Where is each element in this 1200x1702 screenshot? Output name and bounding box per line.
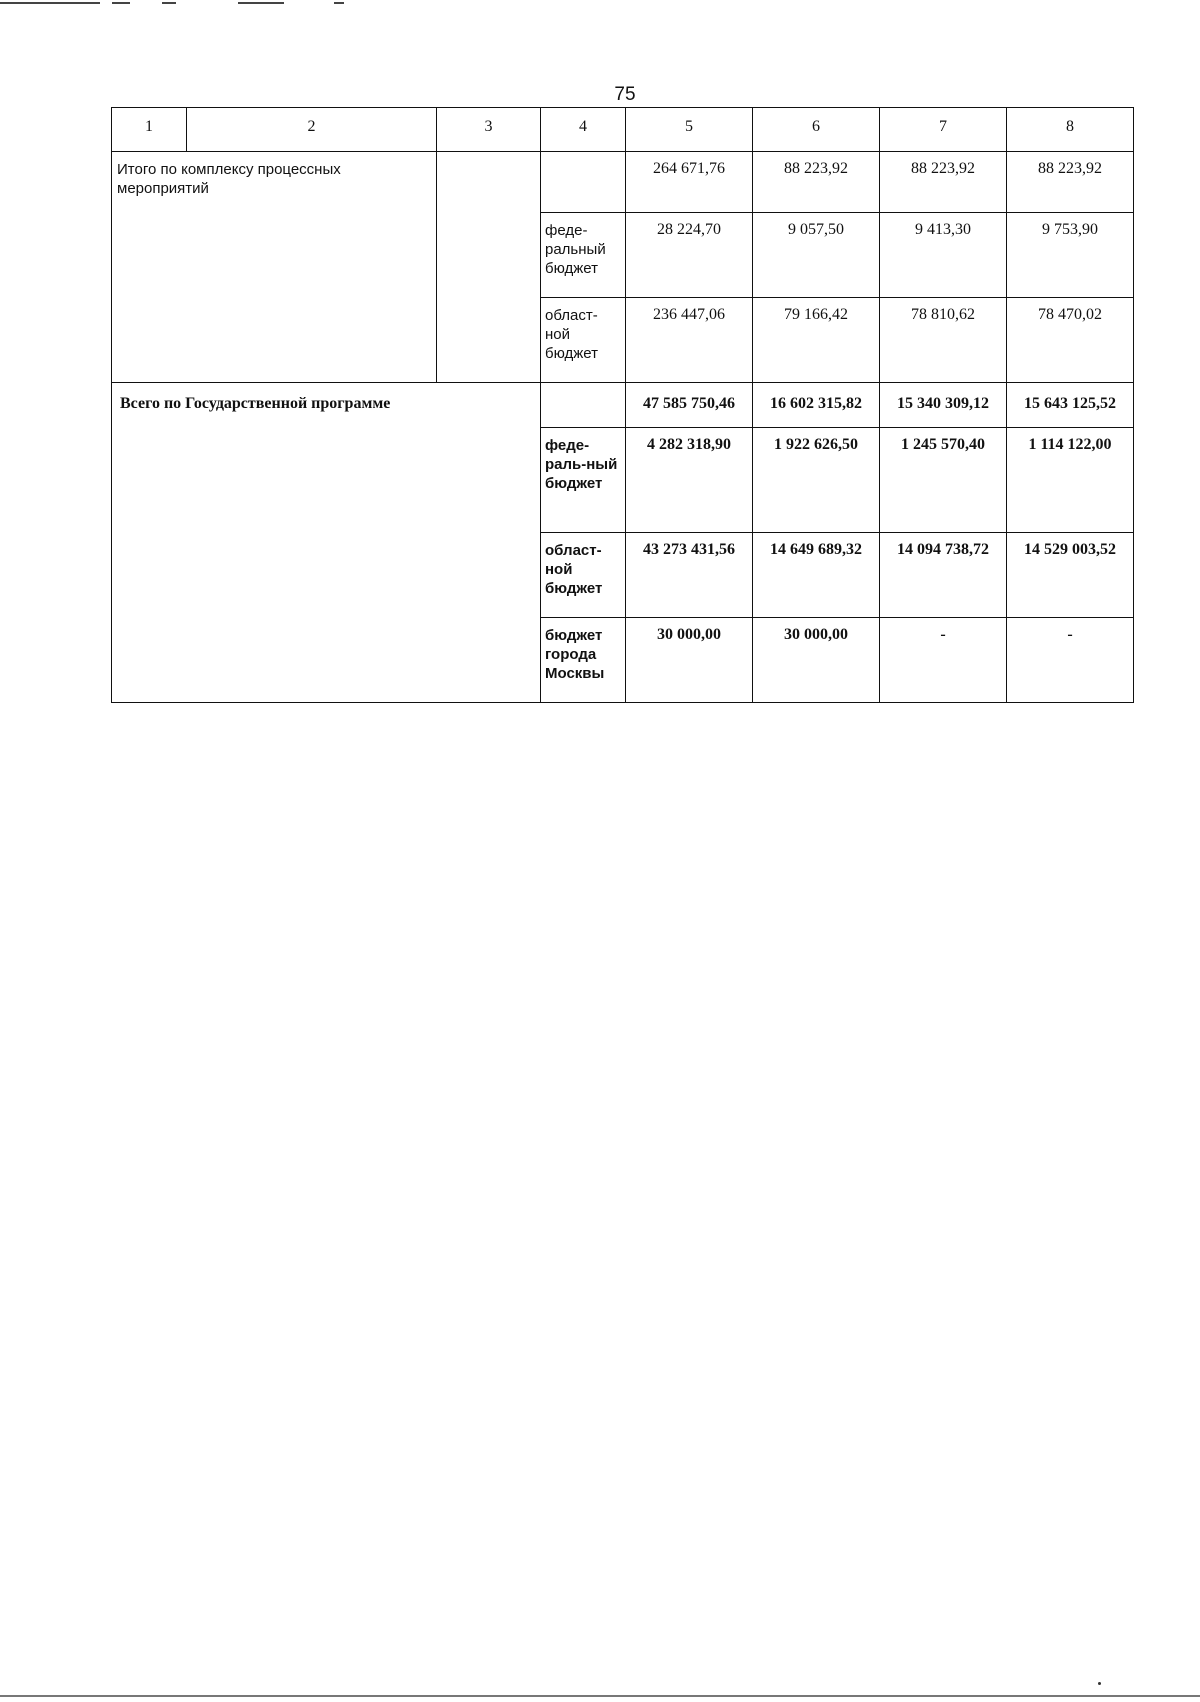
column-number: 8	[1007, 108, 1134, 152]
amount-cell: 78 470,02	[1007, 298, 1134, 383]
scan-artifact-top	[0, 0, 1200, 8]
funding-source: бюджет города Москвы	[541, 618, 626, 703]
amount-cell: -	[1007, 618, 1134, 703]
amount-cell: 78 810,62	[880, 298, 1007, 383]
subtotal-row	[112, 152, 1134, 213]
amount-cell: 9 753,90	[1007, 213, 1134, 298]
amount-cell: 1 114 122,00	[1007, 428, 1134, 533]
column-number: 2	[187, 108, 437, 152]
total-label: Всего по Государственной программе	[112, 383, 541, 703]
column-number: 7	[880, 108, 1007, 152]
column-number: 6	[753, 108, 880, 152]
amount-cell: 88 223,92	[1007, 152, 1134, 213]
amount-cell: 1 922 626,50	[753, 428, 880, 533]
column-number: 4	[541, 108, 626, 152]
amount-cell: 9 413,30	[880, 213, 1007, 298]
scan-artifact-bottom	[0, 1695, 1200, 1697]
funding-source: област-ной бюджет	[541, 533, 626, 618]
amount-cell: 9 057,50	[753, 213, 880, 298]
amount-cell: 88 223,92	[880, 152, 1007, 213]
column-number: 1	[112, 108, 187, 152]
funding-source	[541, 383, 626, 428]
funding-source: феде-раль-ный бюджет	[541, 428, 626, 533]
column-number-row	[112, 108, 1134, 152]
amount-cell: 14 094 738,72	[880, 533, 1007, 618]
amount-cell: 16 602 315,82	[753, 383, 880, 428]
amount-cell: 14 529 003,52	[1007, 533, 1134, 618]
funding-source	[541, 152, 626, 213]
amount-cell: 88 223,92	[753, 152, 880, 213]
column-number: 3	[437, 108, 541, 152]
amount-cell: 236 447,06	[626, 298, 753, 383]
total-row	[112, 383, 1134, 428]
budget-table	[111, 107, 1134, 703]
amount-cell: 30 000,00	[753, 618, 880, 703]
amount-cell: 47 585 750,46	[626, 383, 753, 428]
amount-cell: 15 643 125,52	[1007, 383, 1134, 428]
empty-cell	[437, 152, 541, 383]
scan-artifact-dot	[1098, 1682, 1101, 1685]
funding-source: област-ной бюджет	[541, 298, 626, 383]
page-number: 75	[614, 84, 636, 105]
amount-cell: 264 671,76	[626, 152, 753, 213]
column-number: 5	[626, 108, 753, 152]
amount-cell: 43 273 431,56	[626, 533, 753, 618]
funding-source: феде-ральный бюджет	[541, 213, 626, 298]
amount-cell: 1 245 570,40	[880, 428, 1007, 533]
amount-cell: 30 000,00	[626, 618, 753, 703]
amount-cell: 14 649 689,32	[753, 533, 880, 618]
amount-cell: -	[880, 618, 1007, 703]
amount-cell: 28 224,70	[626, 213, 753, 298]
amount-cell: 79 166,42	[753, 298, 880, 383]
amount-cell: 15 340 309,12	[880, 383, 1007, 428]
amount-cell: 4 282 318,90	[626, 428, 753, 533]
subtotal-label: Итого по комплексу процессных мероприятий	[112, 152, 437, 383]
